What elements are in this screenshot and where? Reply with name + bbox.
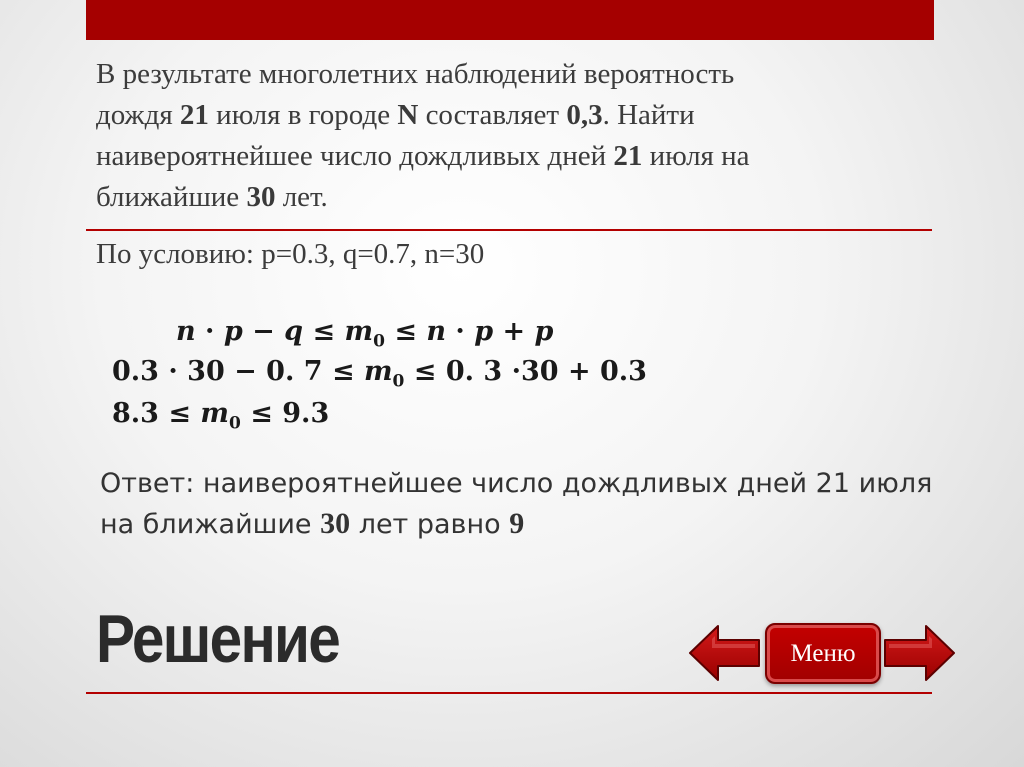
section-divider [86,229,932,231]
prev-slide-button[interactable] [688,624,762,682]
problem-line-2: дождя 21 июля в городе N составляет 0,3. Найти [96,99,695,131]
formula-result: $8.3 \le m_0 \le 9.3$ [112,398,330,434]
footer-divider [86,692,932,694]
next-slide-button[interactable] [882,624,956,682]
answer-text [100,464,1020,545]
answer-value: 9 [509,507,525,540]
formula-substituted: 0.3 · 30 − 0. $7 \le m_0 \le 0$. 3 ·30 + 0.3 [112,356,647,392]
problem-line-3: наивероятнейшее число дождливых дней 21 июля на [96,140,750,172]
problem-day-number: 21 [179,99,209,131]
slide-title: Решение [96,601,340,677]
condition-text: По условию: p=0.3, q=0.7, n=30 [96,238,485,270]
problem-day-number-2: 21 [613,140,643,172]
problem-probability: 0,3 [566,99,603,131]
arrow-left-icon [688,624,762,682]
problem-statement [96,54,896,218]
answer-line-1: Ответ: наивероятнейшее число дождливых дней 21 июля [100,468,933,499]
answer-line-2: на ближайшие 30 лет равно 9 [100,507,525,540]
answer-years: 30 [320,507,351,540]
top-accent-bar [86,0,934,40]
menu-button[interactable]: Меню [765,623,881,684]
arrow-right-icon [882,624,956,682]
problem-line-1: В результате многолетних наблюдений вероятность [96,58,735,90]
formula-general: $n \cdot p - q \le m_0 \le n \cdot p + p$ [176,316,554,352]
problem-city: N [397,99,419,131]
problem-line-4: ближайшие 30 лет. [96,181,328,213]
problem-years: 30 [246,181,276,213]
